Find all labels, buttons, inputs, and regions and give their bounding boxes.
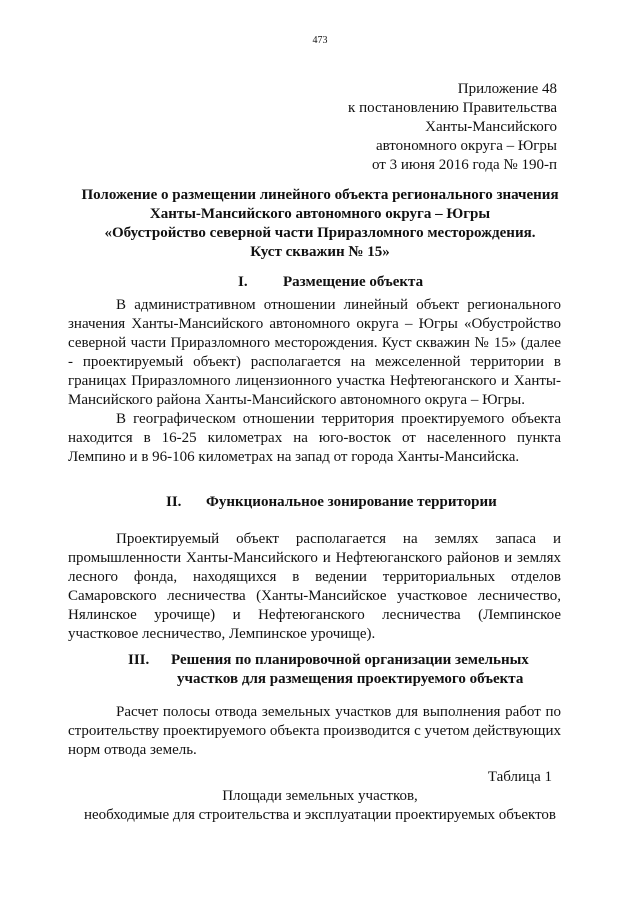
- section-title: Функциональное зонирование территории: [206, 494, 497, 510]
- section-number: II.: [166, 494, 182, 510]
- paragraph: Расчет полосы отвода земельных участков для выполнения работ по строительству проектируемого объекта производится с учетом действующих норм отвода земель.: [68, 704, 561, 758]
- document-title: [60, 186, 580, 262]
- paragraph: Проектируемый объект располагается на землях запаса и промышленности Ханты-Мансийского и Нефтеюганского районов и землях лесного фонда, находящихся в ведении территориальных отделов Самаровского лесничества (Ханты-Мансийское участковое лесничество, Нялинское урочище) и Нефтеюганского лесничества (Лемпинское участковое лесничество, Лемпинское урочище).: [68, 531, 561, 642]
- paragraph: В географическом отношении территория проектируемого объекта находится в 16-25 километрах на юго-восток от населенного пункта Лемпино и в 96-106 километрах на запад от города Ханты-Мансийска.: [68, 411, 561, 465]
- section-2-heading: [0, 493, 640, 513]
- appendix-reference: [348, 80, 557, 175]
- section-title-line: Решения по планировочной организации земельных: [171, 652, 529, 668]
- table-caption: [40, 787, 600, 825]
- section-2-body: [68, 530, 561, 644]
- table-label: Таблица 1: [487, 769, 552, 785]
- section-3-heading: [0, 651, 640, 691]
- table-caption-line: необходимые для строительства и эксплуатации проектируемых объектов: [83, 807, 557, 823]
- section-3-body: [68, 703, 561, 760]
- appendix-line: Ханты-Мансийского: [425, 119, 557, 135]
- section-title: Размещение объекта: [283, 274, 424, 290]
- section-number: I.: [238, 274, 248, 290]
- table-caption-line: Площади земельных участков,: [222, 788, 418, 804]
- appendix-line: автономного округа – Югры: [375, 138, 557, 154]
- section-number: III.: [128, 652, 150, 668]
- section-1-body: [68, 296, 561, 467]
- title-line: Куст скважин № 15»: [250, 244, 390, 260]
- paragraph: В административном отношении линейный объект регионального значения Ханты-Мансийского автономного округа – Югры «Обустройство северной части Приразломного месторождения. Куст скважин № 15» (далее - проектируемый объект) располагается на межселенной территории в границах Приразломного лицензионного участка Нефтеюганского и Ханты-Мансийского района Ханты-Мансийского автономного округа – Югры.: [68, 297, 561, 408]
- section-1-heading: [0, 273, 640, 293]
- page-number: 473: [312, 35, 328, 46]
- section-title-line: участков для размещения проектируемого объекта: [177, 671, 524, 687]
- appendix-line: к постановлению Правительства: [348, 100, 557, 116]
- title-line: Положение о размещении линейного объекта регионального значения: [81, 187, 559, 203]
- title-line: Ханты-Мансийского автономного округа – Югры: [149, 206, 491, 222]
- title-line: «Обустройство северной части Приразломного месторождения.: [104, 225, 536, 241]
- appendix-line: Приложение 48: [457, 81, 557, 97]
- appendix-line: от 3 июня 2016 года № 190-п: [372, 157, 557, 173]
